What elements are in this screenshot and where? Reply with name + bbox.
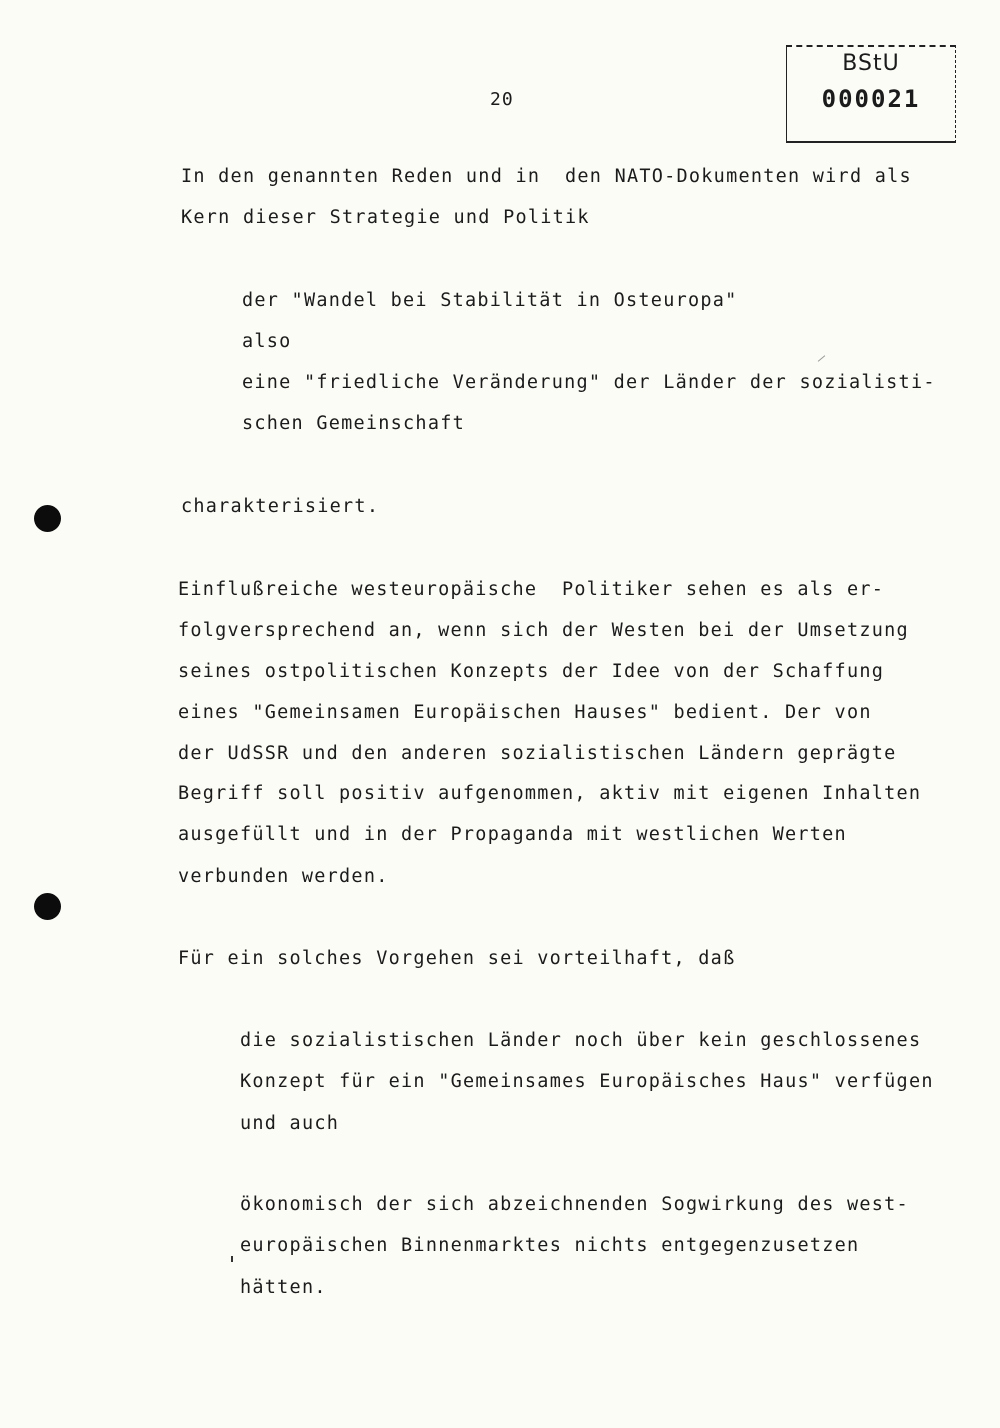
punch-hole [34,505,61,532]
text-line: der UdSSR und den anderen sozialistischen Ländern geprägte [178,743,897,764]
text-line: Einflußreiche westeuropäische Politiker sehen es als er- [178,579,885,600]
text-line: also [242,331,292,352]
text-line: schen Gemeinschaft [242,413,465,434]
pencil-mark [818,355,826,362]
stamp-number: 000021 [821,85,921,113]
stamp-title: BStU [842,51,900,76]
text-line: eine "friedliche Veränderung" der Länder der sozialisti- [242,372,936,393]
text-line: der "Wandel bei Stabilität in Osteuropa" [242,290,738,311]
text-line: ökonomisch der sich abzeichnenden Sogwirkung des west- [240,1194,909,1215]
punch-hole [34,893,61,920]
ink-mark [231,1256,233,1262]
text-line: charakterisiert. [181,496,380,517]
text-line: hätten. [240,1277,327,1298]
text-line: verbunden werden. [178,866,389,887]
text-line: eines "Gemeinsamen Europäischen Hauses" bedient. Der von [178,702,872,723]
text-line: In den genannten Reden und in den NATO-Dokumenten wird als [181,166,912,187]
page-number: 20 [490,89,514,110]
text-line: die sozialistischen Länder noch über kein geschlossenes [240,1030,922,1051]
text-line: europäischen Binnenmarktes nichts entgegenzusetzen [240,1235,860,1256]
archive-stamp [786,45,956,143]
text-line: ausgefüllt und in der Propaganda mit westlichen Werten [178,824,847,845]
text-line: Für ein solches Vorgehen sei vorteilhaft, daß [178,948,736,969]
text-line: und auch [240,1113,340,1134]
text-line: Begriff soll positiv aufgenommen, aktiv mit eigenen Inhalten [178,783,922,804]
text-line: seines ostpolitischen Konzepts der Idee von der Schaffung [178,661,885,682]
text-line: Kern dieser Strategie und Politik [181,207,590,228]
text-line: Konzept für ein "Gemeinsames Europäisches Haus" verfügen [240,1071,934,1092]
text-line: folgversprechend an, wenn sich der Westen bei der Umsetzung [178,620,909,641]
